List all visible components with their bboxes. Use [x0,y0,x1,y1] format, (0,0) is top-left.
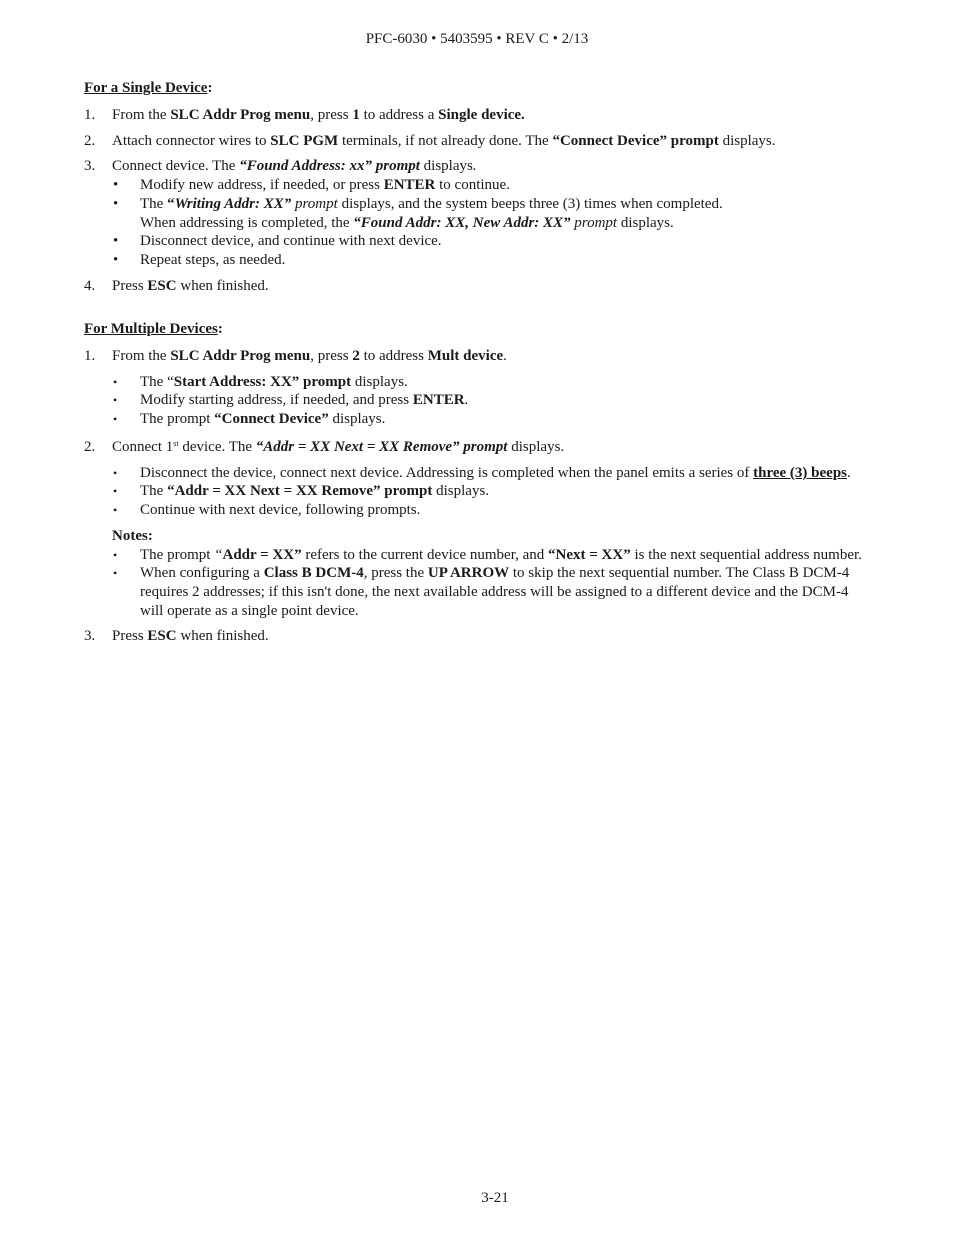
bullet-icon: • [113,375,118,389]
bullet-icon: • [113,393,118,407]
section-title-multiple [84,321,223,338]
step-number: 1. [84,348,96,364]
multi-step-3: Press ESC when finished. [112,628,269,644]
note-2-line-2: requires 2 addresses; if this isn't done, the next available address will be assigned to a different device and the DCM-4 [140,584,849,600]
bullet-icon: • [113,566,118,580]
multi-bullet-6: Continue with next device, following prompts. [140,502,421,518]
page-header: PFC-6030 • 5403595 • REV C • 2/13 [365,31,589,47]
multi-bullet-3: The prompt “Connect Device” displays. [140,411,386,427]
section-title-colon: : [207,80,213,96]
bullet-icon: • [113,252,119,268]
note-1: The prompt “Addr = XX” refers to the current device number, and “Next = XX” is the next sequential address number. [140,547,862,563]
single-bullet-4: Repeat steps, as needed. [140,252,286,268]
multi-bullet-4: Disconnect the device, connect next device. Addressing is completed when the panel emits a series of three (3) beeps. [140,465,851,481]
step-number: 3. [84,628,96,644]
single-step-2: Attach connector wires to SLC PGM terminals, if not already done. The “Connect Device” prompt displays. [112,133,776,149]
multi-bullet-1: The “Start Address: XX” prompt displays. [140,374,408,390]
multi-bullet-5: The “Addr = XX Next = XX Remove” prompt displays. [140,483,490,499]
single-bullet-1: Modify new address, if needed, or press ENTER to continue. [140,177,510,193]
multi-bullet-2: Modify starting address, if needed, and press ENTER. [140,392,469,408]
step-number: 3. [84,158,96,174]
page-number: 3-21 [481,1190,509,1206]
bullet-icon: • [113,196,119,212]
bullet-icon: • [113,466,118,480]
section-title-text: For Multiple Devices [84,321,218,337]
bullet-icon: • [113,503,118,517]
step-number: 2. [84,439,96,455]
step-number: 2. [84,133,96,149]
single-bullet-2-continued: When addressing is completed, the “Found Addr: XX, New Addr: XX” prompt displays. [140,215,674,231]
multi-step-2: Connect 1st device. The “Addr = XX Next = XX Remove” prompt displays. [112,439,565,455]
step-number: 4. [84,278,96,294]
single-step-4: Press ESC when finished. [112,278,269,294]
single-step-3: Connect device. The “Found Address: xx” prompt displays. [112,158,477,174]
multi-step-1: From the SLC Addr Prog menu, press 2 to address Mult device. [112,348,507,364]
bullet-icon: • [113,233,119,249]
notes-heading: Notes: [112,528,153,544]
note-2: When configuring a Class B DCM-4, press the UP ARROW to skip the next sequential number. The Class B DCM-4 [140,565,850,581]
bullet-icon: • [113,484,118,498]
note-2-line-3: will operate as a single point device. [140,603,359,619]
section-title-single [84,80,212,97]
bullet-icon: • [113,548,118,562]
single-step-1: From the SLC Addr Prog menu, press 1 to address a Single device. [112,107,525,123]
bullet-icon: • [113,177,119,193]
section-title-text: For a Single Device [84,80,208,96]
section-title-colon: : [217,321,223,337]
step-number: 1. [84,107,96,123]
bullet-icon: • [113,412,118,426]
single-bullet-2: The “Writing Addr: XX” prompt displays, and the system beeps three (3) times when completed. [140,196,723,212]
single-bullet-3: Disconnect device, and continue with next device. [140,233,442,249]
